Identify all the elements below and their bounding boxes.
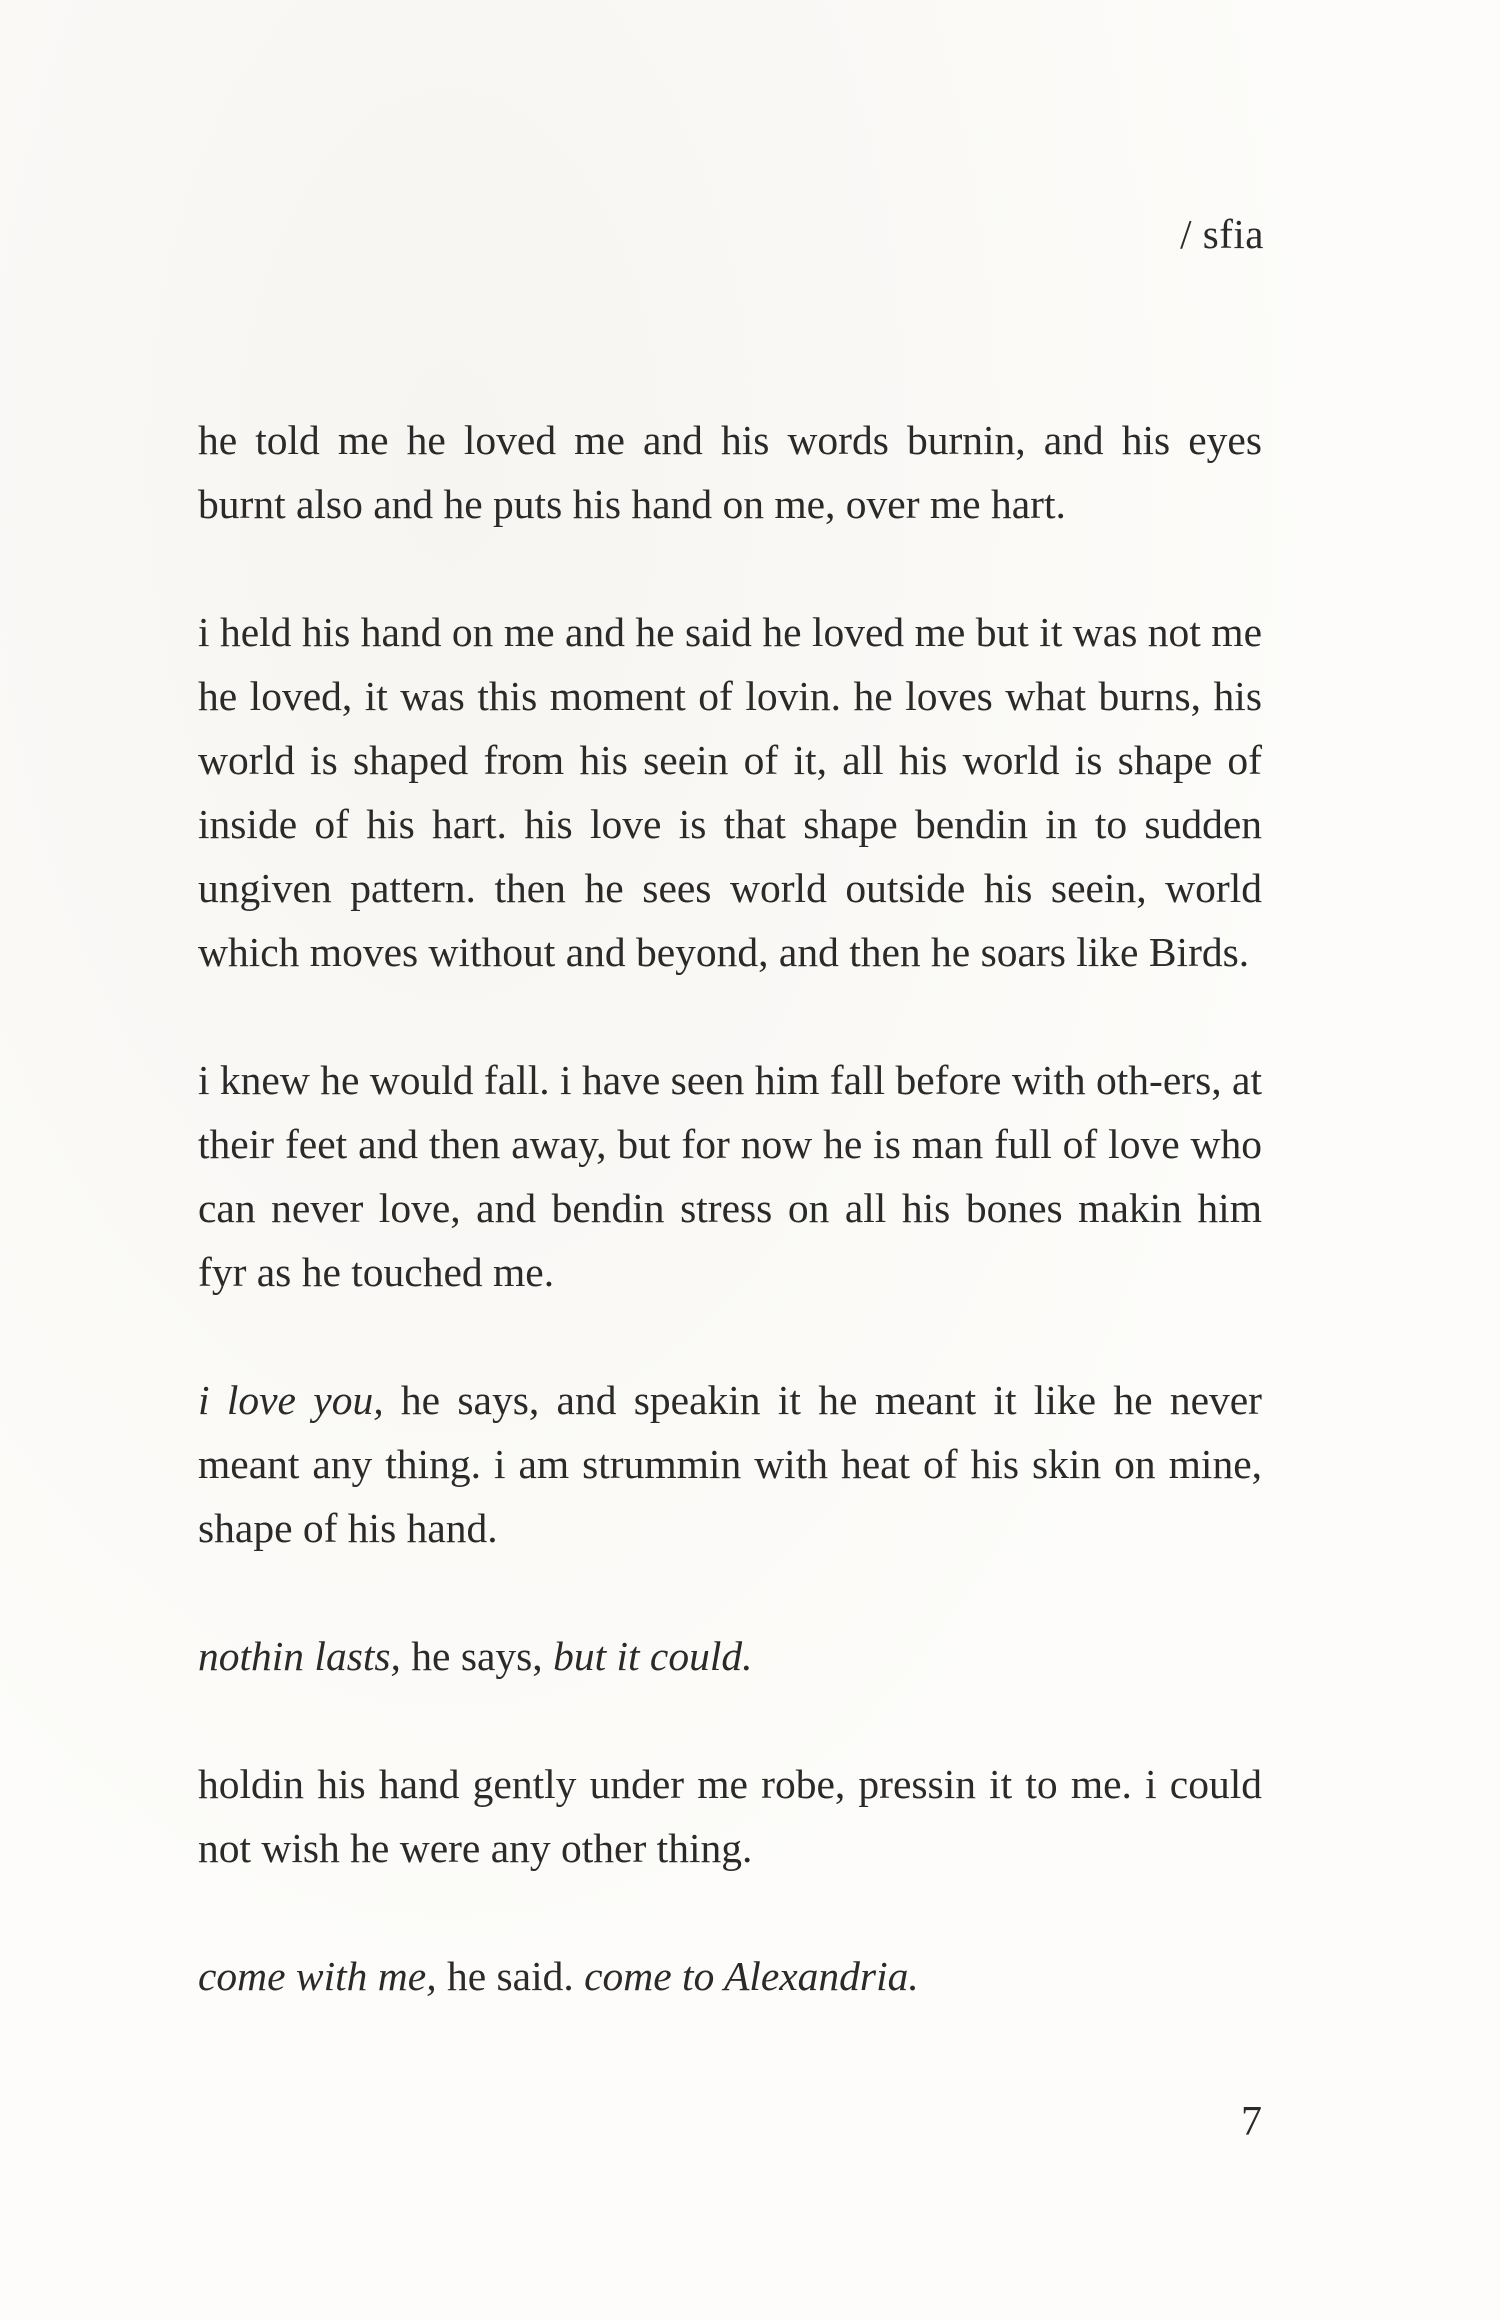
italic-phrase: i love you, xyxy=(198,1377,384,1423)
running-head: / sfia xyxy=(1180,211,1264,257)
paragraph-2: i held his hand on me and he said he loved me but it was not me he loved, it was this moment of lovin. he loves what burns, his world is shaped from his seein of it, all his world is shape of inside of his hart. his love is that shape bendin in to sudden ungiven pattern. then he sees world outside his seein, world which moves without and beyond, and then he soars like Birds. xyxy=(198,609,1262,975)
paragraph-7 xyxy=(198,1944,1262,2008)
paragraph-7-text: he said. xyxy=(436,1953,585,1999)
italic-phrase: nothin lasts, xyxy=(198,1633,401,1679)
paragraph-4-text: he says, and speakin it he meant it like he never meant any thing. i am strummin with heat of his skin on mine, shape of his hand. xyxy=(198,1377,1262,1551)
italic-phrase: come with me, xyxy=(198,1953,437,1999)
paragraph-3: i knew he would fall. i have seen him fall before with oth-ers, at their feet and then away, but for now he is man full of love who can never love, and bendin stress on all his bones makin him fyr as he touched me. xyxy=(198,1057,1262,1295)
paragraph-5-text: he says, xyxy=(400,1633,554,1679)
paragraph-5 xyxy=(198,1624,1262,1688)
body-text xyxy=(198,408,1262,2008)
paragraph-1: he told me he loved me and his words burnin, and his eyes burnt also and he puts his hand on me, over me hart. xyxy=(198,417,1262,527)
paragraph-4 xyxy=(198,1368,1262,1560)
page-number: 7 xyxy=(1241,2099,1262,2145)
italic-phrase: but it could. xyxy=(553,1633,753,1679)
italic-phrase: come to Alexandria. xyxy=(584,1953,919,1999)
paragraph-6: holdin his hand gently under me robe, pressin it to me. i could not wish he were any other thing. xyxy=(198,1761,1262,1871)
